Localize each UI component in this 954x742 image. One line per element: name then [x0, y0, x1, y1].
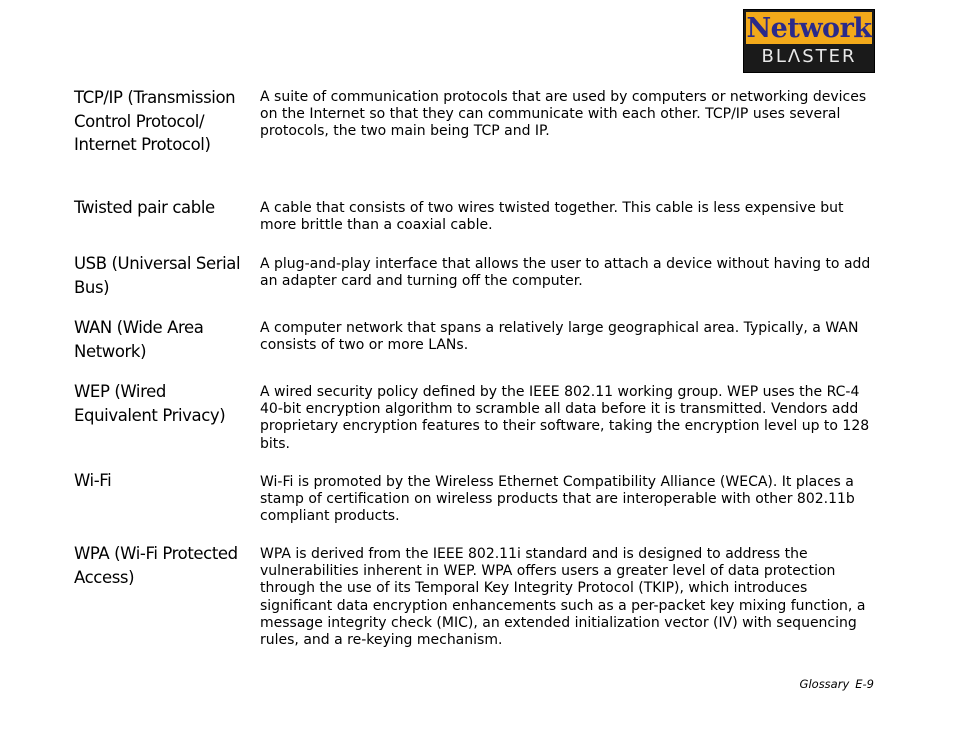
network-blaster-logo [743, 9, 875, 73]
glossary-term: TCP/IP (Transmission Control Protocol/ Internet Protocol) [74, 88, 236, 154]
footer-section: Glossary [799, 677, 850, 691]
glossary-definition: A plug-and-play interface that allows the user to attach a device without having to add an adapter card and turning off the computer. [260, 256, 871, 290]
glossary-term: WEP (Wired Equivalent Privacy) [74, 382, 226, 425]
glossary-definition: A wired security policy defined by the IEEE 802.11 working group. WEP uses the RC-4 40-bit encryption algorithm to scramble all data before it is transmitted. Vendors add proprietary encryption features to their software, taking the encryption level up to 128 bits. [260, 384, 870, 452]
glossary-term: Twisted pair cable [74, 198, 215, 217]
glossary-definition: WPA is derived from the IEEE 802.11i standard and is designed to address the vulnerabilities inherent in WEP. WPA offers users a greater level of data protection through the use of its Temporal Key Integrity Protocol (TKIP), which introduces significant data encryption enhancements such as a per-packet key mixing function, a message integrity check (MIC), an extended initialization vector (IV) with sequencing rules, and a re-keying mechanism. [260, 546, 866, 649]
logo-network-text: Network [746, 12, 872, 44]
glossary-term: WAN (Wide Area Network) [74, 318, 204, 361]
glossary-definition: Wi-Fi is promoted by the Wireless Ethernet Compatibility Alliance (WECA). It places a stamp of certification on wireless products that are interoperable with other 802.11b compliant products. [260, 474, 855, 525]
glossary-term: WPA (Wi-Fi Protected Access) [74, 544, 238, 587]
page-footer [800, 677, 874, 691]
glossary-term: Wi-Fi [74, 471, 112, 490]
glossary-definition: A computer network that spans a relatively large geographical area. Typically, a WAN consists of two or more LANs. [260, 320, 859, 354]
glossary-term: USB (Universal Serial Bus) [74, 254, 241, 297]
logo-blaster-text: BLΛSTER [761, 46, 857, 67]
footer-page-number: E-9 [855, 677, 874, 691]
glossary-definition: A cable that consists of two wires twisted together. This cable is less expensive but more brittle than a coaxial cable. [260, 200, 844, 234]
glossary-definition: A suite of communication protocols that are used by computers or networking devices on the Internet so that they can communicate with each other. TCP/IP uses several protocols, the two main being TCP and IP. [260, 89, 867, 140]
